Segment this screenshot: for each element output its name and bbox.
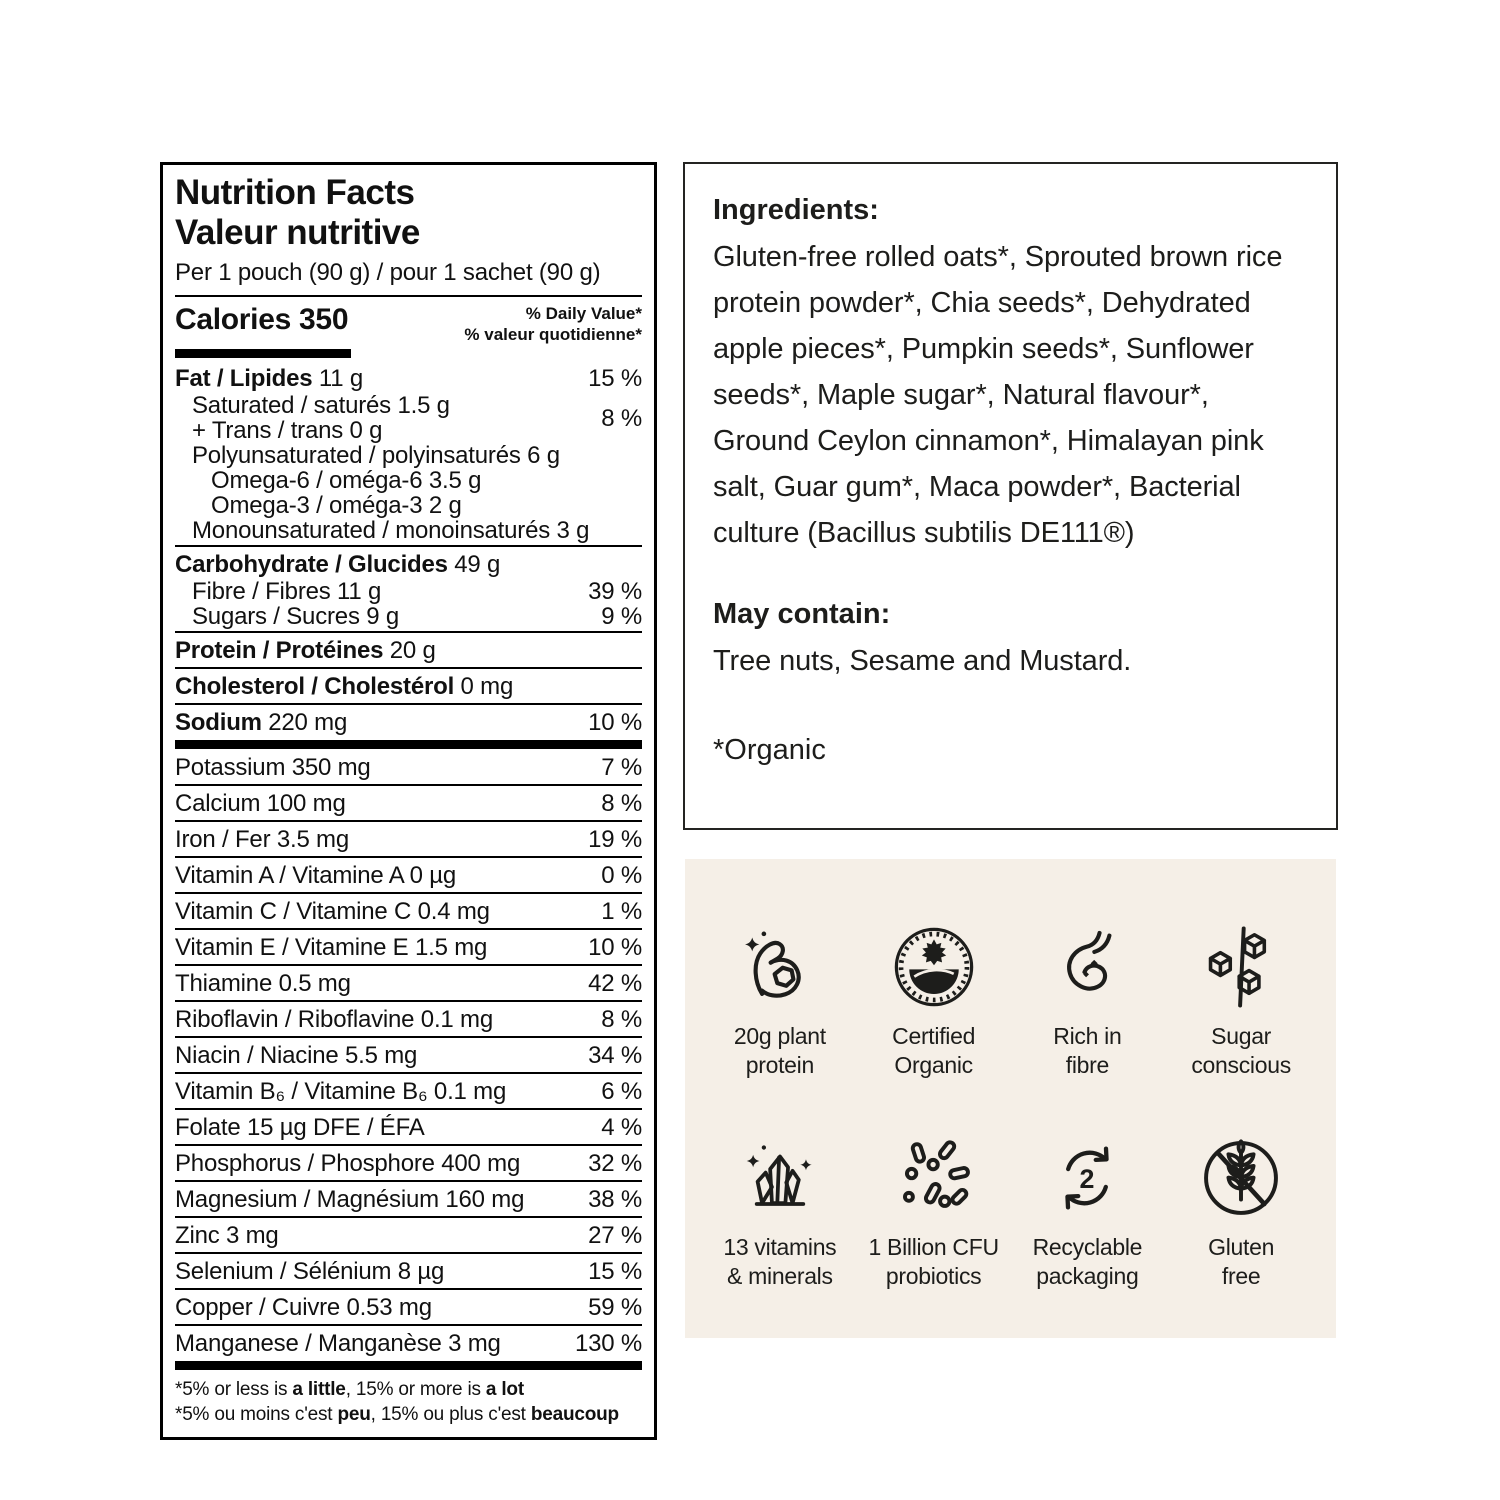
feature-caption: Sugar conscious xyxy=(1191,1023,1291,1079)
nutrient-row xyxy=(175,1256,642,1286)
nutrient-daily-value: 8 % xyxy=(601,404,642,432)
nutrient-label: Fat / Lipides 11 g xyxy=(175,364,364,392)
divider-thin xyxy=(175,1036,642,1038)
nutrient-row xyxy=(175,468,642,493)
nutrient-row xyxy=(175,493,642,518)
nutrient-label: Omega-3 / oméga-3 2 g xyxy=(211,492,462,519)
nutrient-daily-value: 27 % xyxy=(588,1221,642,1249)
nutrient-label: Polyunsaturated / polyinsaturés 6 g xyxy=(192,442,560,469)
nutrient-label: Sugars / Sucres 9 g xyxy=(192,603,399,630)
nutrient-daily-value: 7 % xyxy=(601,753,642,781)
features-grid xyxy=(703,897,1318,1318)
nutrient-daily-value: 8 % xyxy=(601,789,642,817)
feature-caption: 1 Billion CFU probiotics xyxy=(868,1233,999,1289)
nutrient-row xyxy=(175,671,642,701)
nutrient-label: Selenium / Sélénium 8 µg xyxy=(175,1257,445,1285)
nutrient-label: Iron / Fer 3.5 mg xyxy=(175,825,349,853)
feature-item xyxy=(1011,1108,1165,1319)
nutrient-daily-value: 8 % xyxy=(601,1005,642,1033)
nutrient-daily-value: 4 % xyxy=(601,1113,642,1141)
nutrient-row xyxy=(175,579,642,604)
divider-thin xyxy=(175,892,642,894)
feature-caption: Rich in fibre xyxy=(1053,1023,1122,1079)
serving-size: Per 1 pouch (90 g) / pour 1 sachet (90 g) xyxy=(175,259,601,286)
nutrient-row xyxy=(175,1076,642,1106)
nutrient-row xyxy=(175,752,642,782)
features-panel xyxy=(685,859,1336,1338)
nutrient-label: Monounsaturated / monoinsaturés 3 g xyxy=(192,517,590,544)
footnote-bold: beaucoup xyxy=(530,1404,619,1425)
nutrient-daily-value: 0 % xyxy=(601,861,642,889)
svg-text:2: 2 xyxy=(1079,1163,1095,1194)
crystals-icon xyxy=(737,1135,823,1221)
nutrient-row xyxy=(175,363,642,393)
nutrient-daily-value: 10 % xyxy=(588,933,642,961)
nutrient-label: Manganese / Manganèse 3 mg xyxy=(175,1329,501,1357)
nutrient-label: Potassium 350 mg xyxy=(175,753,371,781)
nutrient-label: Protein / Protéines 20 g xyxy=(175,636,436,664)
nutrient-row xyxy=(175,604,642,629)
nutrient-row xyxy=(175,860,642,890)
nutrient-daily-value: 15 % xyxy=(588,364,642,392)
nutrient-daily-value: 130 % xyxy=(574,1329,642,1357)
nutrient-daily-value: 6 % xyxy=(601,1077,642,1105)
nutrient-daily-value: 15 % xyxy=(588,1257,642,1285)
footnote-bold: a little xyxy=(292,1379,346,1400)
nutrient-label: Niacin / Niacine 5.5 mg xyxy=(175,1041,418,1069)
nutrient-row xyxy=(175,1040,642,1070)
nutrient-label: Vitamin C / Vitamine C 0.4 mg xyxy=(175,897,490,925)
divider-thin xyxy=(175,1108,642,1110)
ingredients-title: Ingredients: xyxy=(713,194,879,226)
ingredients-body: Gluten-free rolled oats*, Sprouted brown rice protein powder*, Chia seeds*, Dehydrated apple pieces*, Pumpkin seeds*, Sunflower seeds*, Maple sugar*, Natural flavour*, Ground Ceylon cinnamon*, Himalayan pink salt, Guar gum*, Maca powder*, Bacterial culture (Bacillus subtilis DE111®) xyxy=(713,241,1283,549)
nutrition-facts-panel xyxy=(160,162,657,1440)
divider-thick xyxy=(175,740,642,749)
feature-caption: 20g plant protein xyxy=(733,1023,826,1079)
divider-thin xyxy=(175,1000,642,1002)
divider-thin xyxy=(175,928,642,930)
nutrient-row xyxy=(175,635,642,665)
feature-caption: 13 vitamins & minerals xyxy=(723,1233,837,1289)
footnote-text: *5% or less is xyxy=(175,1379,293,1400)
ingredients-panel xyxy=(683,162,1338,830)
nutrient-label: Fibre / Fibres 11 g xyxy=(192,578,382,605)
nutrient-label: Sodium 220 mg xyxy=(175,708,348,736)
footnote-bold: a lot xyxy=(485,1379,524,1400)
nutrient-rows xyxy=(175,363,642,1370)
divider-thin xyxy=(175,1324,642,1326)
nutrient-row xyxy=(175,1220,642,1250)
feature-item xyxy=(703,897,857,1108)
daily-value-en: % Daily Value* xyxy=(525,304,642,323)
nutrient-label: Copper / Cuivre 0.53 mg xyxy=(175,1293,432,1321)
divider-thin xyxy=(175,784,642,786)
nutrient-daily-value: 59 % xyxy=(588,1293,642,1321)
footnote-fr xyxy=(175,1402,642,1427)
nutrition-title-en: Nutrition Facts xyxy=(175,173,415,212)
divider-thin xyxy=(175,1216,642,1218)
nutrient-row xyxy=(175,1148,642,1178)
feature-item xyxy=(857,1108,1011,1319)
nutrient-daily-value: 42 % xyxy=(588,969,642,997)
nutrient-daily-value: 10 % xyxy=(588,708,642,736)
stomach-icon xyxy=(1044,924,1130,1010)
calories-word: Calories xyxy=(175,303,291,336)
divider-thin xyxy=(175,631,642,633)
muscle-icon xyxy=(737,924,823,1010)
calories-row xyxy=(175,297,642,347)
nutrient-label: Zinc 3 mg xyxy=(175,1221,279,1249)
nutrition-title-fr: Valeur nutritive xyxy=(175,213,420,252)
nutrient-row xyxy=(175,788,642,818)
divider-thin xyxy=(175,1144,642,1146)
nutrient-label: Thiamine 0.5 mg xyxy=(175,969,351,997)
feature-caption: Certified Organic xyxy=(892,1023,976,1079)
nutrient-row xyxy=(175,443,642,468)
divider-thin xyxy=(175,1180,642,1182)
feature-item xyxy=(1011,897,1165,1108)
gluten-free-icon xyxy=(1198,1135,1284,1221)
feature-item xyxy=(703,1108,857,1319)
divider-thin xyxy=(175,964,642,966)
nutrient-label: Phosphorus / Phosphore 400 mg xyxy=(175,1149,521,1177)
nutrient-label: Saturated / saturés 1.5 g + Trans / trans 0 g xyxy=(192,392,450,444)
nutrient-row xyxy=(175,1004,642,1034)
nutrient-row xyxy=(175,1292,642,1322)
footnotes xyxy=(175,1377,642,1427)
nutrient-label: Magnesium / Magnésium 160 mg xyxy=(175,1185,525,1213)
nutrient-label: Vitamin A / Vitamine A 0 µg xyxy=(175,861,457,889)
footnote-text: *5% ou moins c'est xyxy=(175,1404,338,1425)
calories-label xyxy=(175,303,348,337)
probiotics-icon xyxy=(891,1135,977,1221)
divider-thin xyxy=(175,545,642,547)
nutrient-row xyxy=(175,707,642,737)
organic-note: *Organic xyxy=(713,734,826,766)
divider-thin xyxy=(175,1072,642,1074)
divider-thin xyxy=(175,703,642,705)
divider-thin xyxy=(175,856,642,858)
nutrient-daily-value: 34 % xyxy=(588,1041,642,1069)
footnote-bold: peu xyxy=(337,1404,371,1425)
nutrient-label: Folate 15 µg DFE / ÉFA xyxy=(175,1113,425,1141)
divider-thick xyxy=(175,1361,642,1370)
divider-thin xyxy=(175,820,642,822)
nutrient-row xyxy=(175,393,642,443)
nutrient-row xyxy=(175,1112,642,1142)
nutrient-row xyxy=(175,968,642,998)
divider-thin xyxy=(175,1288,642,1290)
feature-caption: Gluten free xyxy=(1208,1233,1275,1289)
nutrient-row xyxy=(175,932,642,962)
nutrient-label: Carbohydrate / Glucides 49 g xyxy=(175,550,501,578)
calories-underline xyxy=(175,349,351,358)
daily-value-header xyxy=(464,303,642,345)
nutrient-label: Cholesterol / Cholestérol 0 mg xyxy=(175,672,514,700)
footnote-text: , 15% ou plus c'est xyxy=(370,1404,531,1425)
nutrient-row xyxy=(175,1328,642,1358)
feature-item xyxy=(1164,897,1318,1108)
nutrient-daily-value: 38 % xyxy=(588,1185,642,1213)
nutrient-label: Omega-6 / oméga-6 3.5 g xyxy=(211,467,482,494)
divider-thin xyxy=(175,1252,642,1254)
feature-caption: Recyclable packaging xyxy=(1032,1233,1143,1289)
nutrient-label: Vitamin B₆ / Vitamine B₆ 0.1 mg xyxy=(175,1077,507,1105)
footnote-en xyxy=(175,1377,642,1402)
may-contain-body: Tree nuts, Sesame and Mustard. xyxy=(713,645,1132,677)
feature-item xyxy=(1164,1108,1318,1319)
nutrient-daily-value: 19 % xyxy=(588,825,642,853)
nutrient-row xyxy=(175,896,642,926)
daily-value-fr: % valeur quotidienne* xyxy=(464,325,642,344)
may-contain-title: May contain: xyxy=(713,598,891,630)
nutrient-label: Calcium 100 mg xyxy=(175,789,346,817)
feature-item xyxy=(857,897,1011,1108)
nutrient-row xyxy=(175,549,642,579)
sugar-cubes-icon xyxy=(1198,924,1284,1010)
recycle-icon xyxy=(1044,1135,1130,1221)
nutrient-row xyxy=(175,824,642,854)
nutrient-row xyxy=(175,518,642,543)
nutrient-daily-value: 1 % xyxy=(601,897,642,925)
nutrient-daily-value: 39 % xyxy=(588,578,642,605)
nutrient-row xyxy=(175,1184,642,1214)
footnote-text: , 15% or more is xyxy=(345,1379,486,1400)
nutrient-daily-value: 9 % xyxy=(601,603,642,630)
nutrient-label: Vitamin E / Vitamine E 1.5 mg xyxy=(175,933,488,961)
nutrient-daily-value: 32 % xyxy=(588,1149,642,1177)
certified-organic-seal-icon xyxy=(891,924,977,1010)
calories-value: 350 xyxy=(299,303,349,336)
divider-thin xyxy=(175,667,642,669)
nutrient-label: Riboflavin / Riboflavine 0.1 mg xyxy=(175,1005,493,1033)
